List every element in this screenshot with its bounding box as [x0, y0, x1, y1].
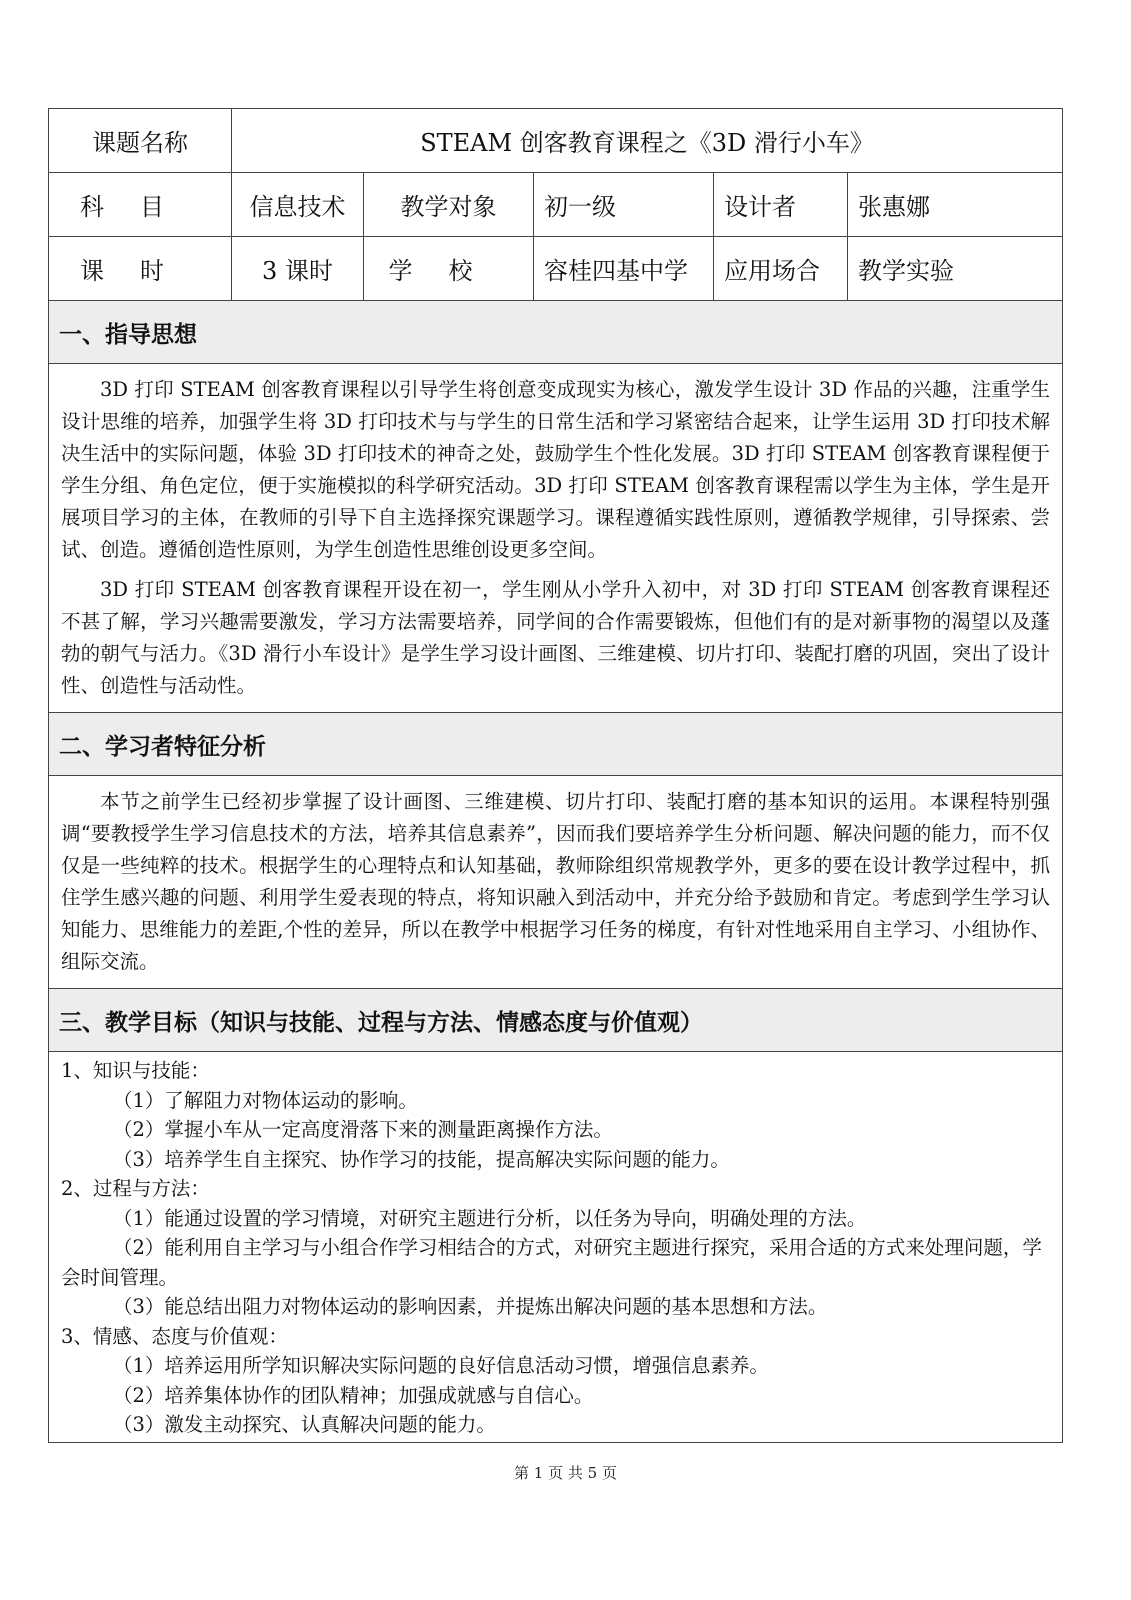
goal-group-heading: 3、情感、态度与价值观： [61, 1324, 288, 1348]
goal-item: （1）培养运用所学知识解决实际问题的良好信息活动习惯，增强信息素养。 [113, 1354, 769, 1377]
school-value: 容桂四基中学 [534, 237, 714, 301]
designer-value: 张惠娜 [848, 173, 1063, 237]
hours-value: 3 课时 [232, 237, 364, 301]
section-body [49, 776, 1063, 989]
topic-value: STEAM 创客教育课程之《3D 滑行小车》 [232, 109, 1063, 173]
topic-label: 课题名称 [49, 109, 232, 173]
goal-item: （1）能通过设置的学习情境，对研究主题进行分析，以任务为导向，明确处理的方法。 [113, 1206, 867, 1230]
page-footer: 第 1 页 共 5 页 [514, 1464, 617, 1482]
section-1-title-row [49, 301, 1063, 364]
goal-item: （3）激发主动探究、认真解决问题的能力。 [113, 1413, 496, 1436]
paragraph: 3D 打印 STEAM 创客教育课程开设在初一，学生刚从小学升入初中，对 3D 打印 STEAM 创客教育课程还不甚了解，学习兴趣需要激发，学习方法需要培养，同学间的合作需要锻炼，但他们有的是对新事物的渴望以及蓬勃的朝气与活力。《3D 滑行小车设计》是学生学习设计画图、三维建模、切片打印、装配打磨的巩固，突出了设计性、创造性与活动性。 [61, 578, 1051, 697]
goal-item: （3）能总结出阻力对物体运动的影响因素，并提炼出解决问题的基本思想和方法。 [113, 1295, 828, 1318]
section-1-body-row [49, 364, 1063, 713]
subject-label: 科目 [49, 173, 232, 237]
designer-label: 设计者 [714, 173, 848, 237]
school-label: 学校 [364, 237, 534, 301]
goal-item: （3）培养学生自主探究、协作学习的技能，提高解决实际问题的能力。 [113, 1147, 730, 1171]
scene-label: 应用场合 [714, 237, 848, 301]
goals-list [49, 1052, 1063, 1443]
goal-group-heading: 1、知识与技能： [61, 1059, 210, 1082]
audience-value: 初一级 [534, 173, 714, 237]
section-title: 三、教学目标（知识与技能、过程与方法、情感态度与价值观） [49, 989, 1063, 1052]
lesson-info-table [48, 108, 1063, 1443]
section-2-body-row [49, 776, 1063, 989]
section-2-title-row [49, 713, 1063, 776]
goal-group-heading: 2、过程与方法： [61, 1177, 210, 1200]
subject-value: 信息技术 [232, 173, 364, 237]
section-3-title-row [49, 989, 1063, 1052]
section-title: 一、指导思想 [49, 301, 1063, 364]
paragraph: 3D 打印 STEAM 创客教育课程以引导学生将创意变成现实为核心，激发学生设计 3D 作品的兴趣，注重学生设计思维的培养，加强学生将 3D 打印技术与与学生的日常生活和学习紧密结合起来，让学生运用 3D 打印技术解决生活中的实际问题，体验 3D 打印技术的神奇之处，鼓励学生个性化发展。3D 打印 STEAM 创客教育课程便于学生分组、角色定位，便于实施模拟的科学研究活动。3D 打印 STEAM 创客教育课程需以学生为主体，学生是开展项目学习的主体，在教师的引导下自主选择探究课题学习。课程遵循实践性原则，遵循教学规律，引导探索、尝试、创造。遵循创造性原则，为学生创造性思维创设更多空间。 [61, 378, 1051, 561]
section-body [49, 364, 1063, 713]
goal-item: （2）能利用自主学习与小组合作学习相结合的方式，对研究主题进行探究，采用合适的方式来处理问题，学会时间管理。 [61, 1236, 1042, 1289]
goal-item: （2）掌握小车从一定高度滑落下来的测量距离操作方法。 [113, 1118, 613, 1141]
topic-row [49, 109, 1063, 173]
subject-row [49, 173, 1063, 237]
hours-row [49, 237, 1063, 301]
goal-item: （1）了解阻力对物体运动的影响。 [113, 1088, 418, 1112]
section-3-body-row [49, 1052, 1063, 1443]
hours-label: 课时 [49, 237, 232, 301]
lesson-plan-document [48, 108, 1062, 1443]
scene-value: 教学实验 [848, 237, 1063, 301]
section-title: 二、学习者特征分析 [49, 713, 1063, 776]
audience-label: 教学对象 [364, 173, 534, 237]
paragraph: 本节之前学生已经初步掌握了设计画图、三维建模、切片打印、装配打磨的基本知识的运用。本课程特别强调“要教授学生学习信息技术的方法，培养其信息素养”，因而我们要培养学生分析问题、解决问题的能力，而不仅仅是一些纯粹的技术。根据学生的心理特点和认知基础，教师除组织常规教学外，更多的要在设计教学过程中，抓住学生感兴趣的问题、利用学生爱表现的特点，将知识融入到活动中，并充分给予鼓励和肯定。考虑到学生学习认知能力、思维能力的差距,个性的差异，所以在教学中根据学习任务的梯度，有针对性地采用自主学习、小组协作、组际交流。 [61, 790, 1051, 973]
goal-item: （2）培养集体协作的团队精神；加强成就感与自信心。 [113, 1383, 594, 1407]
